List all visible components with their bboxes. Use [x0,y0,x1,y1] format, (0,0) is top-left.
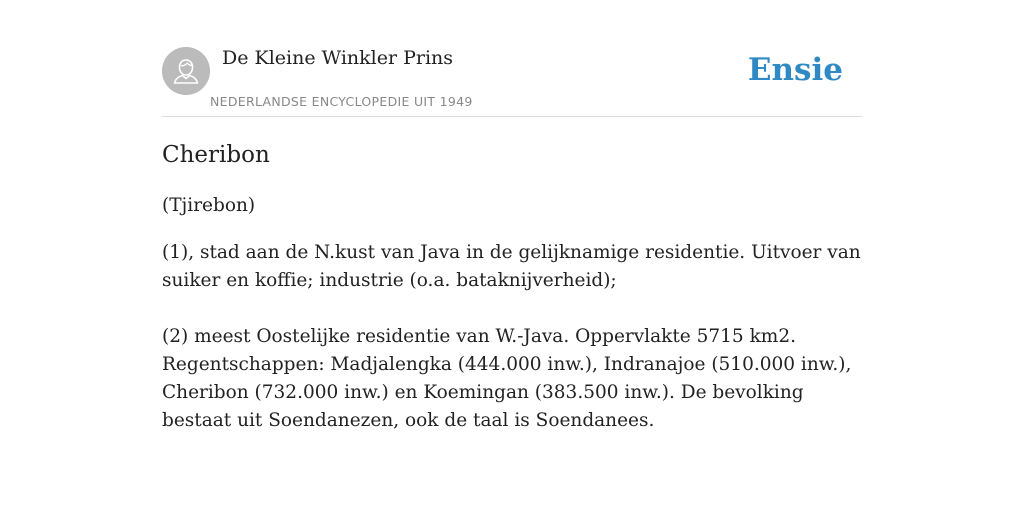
article-paragraph-1: (1), stad aan de N.kust van Java in de gelijknamige residentie. Uitvoer van suiker en koffie; industrie (o.a. bataknijverheid); [162,242,861,291]
source-subtitle: NEDERLANDSE ENCYCLOPEDIE UIT 1949 [210,94,473,109]
article-body [162,239,862,435]
page-header [162,47,862,117]
article-alias: (Tjirebon) [162,195,256,216]
user-icon [162,47,210,95]
article-title: Cheribon [162,142,270,168]
article-paragraph-2: (2) meest Oostelijke residentie van W.-Java. Oppervlakte 5715 km2. Regentschappen: Madjalengka (444.000 inw.), Indranajoe (510.000 inw.), Cheribon (732.000 inw.) en Koemingan (383.500 inw.). De bevolking bestaat uit Soendanezen, ook de taal is Soendanees. [162,326,852,431]
ensie-logo[interactable]: Ensie [747,52,843,88]
author-name[interactable]: De Kleine Winkler Prins [222,47,454,69]
author-avatar[interactable] [162,47,210,95]
